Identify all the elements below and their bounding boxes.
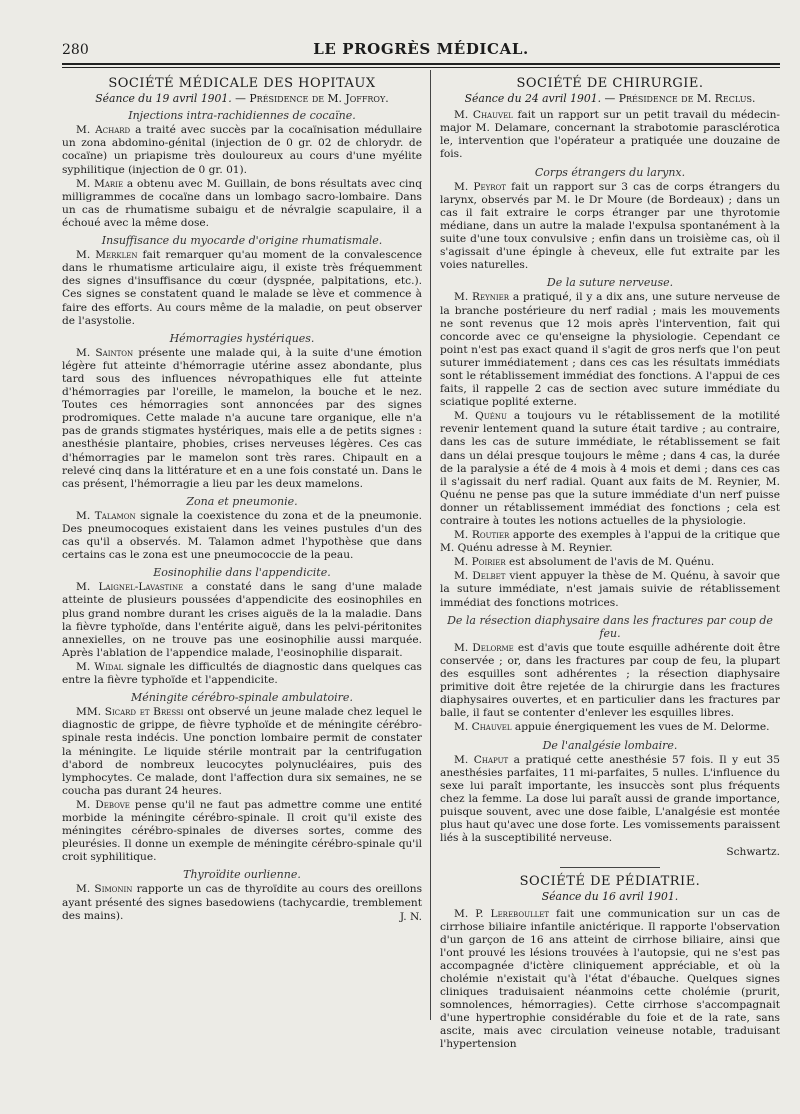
journal-title: LE PROGRÈS MÉDICAL.	[313, 40, 529, 58]
pediatrics-text	[440, 908, 780, 1052]
paragraph: M. Sainton présente une malade qui, à la suite d'une émotion légère fut atteinte d'hémorragie utérine assez abondante, plus tard sous des influences névropathiques elle fut atteinte d'hémorragies par l'oreille, le mamelon, la bouche et le nez. Toutes ces hémorragies sont annoncées par des signes prodromiques. Cette malade n'a aucune tare organique, elle n'a pas de grands stigmates hystériques, mais elle a de petits signes : anesthésie plantaire, phobies, crises nerveuses légères. Ces cas d'hémorragies par le mamelon sont très rares. Chipault en a relevé cinq dans la littérature et en a une fois constaté un. Dans le cas présent, l'hémorragie a lieu par les deux mamelons.	[62, 346, 422, 490]
paragraph: M. Peyrot fait un rapport sur 3 cas de corps étrangers du larynx, observés par M. le Dr Moure (de Bordeaux) ; dans un cas il fait extraire le corps étranger par une thyrotomie médiane, dans un autre la malade l'expulsa spontanément à la suite d'une toux convulsive ; enfin dans un troisième cas, où il s'agissait d'une épingle à cheveux, elle fut extraite par les voies naturelles.	[440, 180, 780, 272]
session-date: Séance du 19 avril 1901.	[95, 92, 232, 106]
speaker-name: M. Chaput	[454, 753, 509, 766]
speaker-name: M. Simonin	[76, 883, 133, 896]
session-date: Séance du 16 avril 1901.	[541, 890, 679, 904]
left-column	[62, 70, 422, 1110]
speaker-name: M. P. Lereboullet	[454, 907, 550, 920]
speaker-name: M. Sainton	[76, 346, 134, 359]
paragraph: M. Widal signale les difficultés de diagnostic dans quelques cas entre la fièvre typhoïde et l'appendicite.	[62, 660, 422, 687]
right-intro	[440, 109, 780, 161]
speaker-name: M. Debove	[76, 798, 130, 811]
speaker-name: M. Reynier	[454, 291, 510, 304]
column-divider	[430, 70, 431, 1020]
speaker-name: M. Marie	[76, 177, 124, 190]
section-heading: Hémorragies hystériques.	[169, 331, 315, 345]
session-line	[440, 92, 780, 105]
section-heading: Eosinophilie dans l'appendicite.	[153, 566, 331, 580]
signature: Schwartz.	[726, 846, 780, 859]
header-rule-thin	[62, 67, 780, 68]
section-heading: Thyroïdite ourlienne.	[183, 868, 301, 882]
right-column	[440, 70, 780, 1110]
paragraph: M. Merklen fait remarquer qu'au moment de la convalescence dans le rhumatisme articulaire aigu, il existe très fréquemment des signes d'insuffisance du cœur (dyspnée, palpitations, etc.). Ces signes se constatent quand le malade se lève et commence à faire des efforts. Au cours même de la maladie, on peut observer de l'asystolie.	[62, 249, 422, 327]
speaker-name: M. Achard	[76, 124, 131, 137]
speaker-name: M. Merklen	[76, 249, 138, 262]
speaker-name: M. Quénu	[454, 410, 507, 423]
paragraph: M. Delbet vient appuyer la thèse de M. Quénu, à savoir que la suture immédiate, n'est jamais suivie de rétablissement immédiat des fonctions motrices.	[440, 570, 780, 609]
paragraph: M. Chauvel fait un rapport sur un petit travail du médecin-major M. Delamare, concernant la strabotomie parasclérotica​le, intervention que l'opérateur a pratiquée une douzaine de fois.	[440, 109, 780, 161]
section-heading: De la résection diaphysaire dans les fractures par coup de feu.	[447, 613, 773, 640]
signature: J. N.	[399, 910, 422, 923]
section-heading: De l'analgésie lombaire.	[542, 738, 678, 752]
speaker-name: M. Routier	[454, 529, 510, 542]
paragraph: M. P. Lereboullet fait une communication sur un cas de cirrhose biliaire infantile anictérique. Il rapporte l'observation d'un garçon de 16 ans atteint de cirrhose biliaire, ainsi que l'ont prouvé les lésions trouvées à l'autopsie, qui ne s'est pas accompagnée d'ictère cliniquement appréciable, et où la cholémie n'existait qu'à l'état d'ébauche. Quelques signes cliniques traduisaient néanmoins cette cholémie (prurit, somnolences, hémorragies). Cette cirrhose s'accompagnait d'une hypertrophie considérable du foie et de la rate, sans ascite, mais avec circulation veineuse notable, traduisant l'hypertension	[440, 907, 780, 1051]
paragraph: M. Debove pense qu'il ne faut pas admettre comme une entité morbide la méningite cérébro-spinale. Il croit qu'il existe des méningites cérébro-spinales de diverses sortes, comme des pleurésies. Il donne un exemple de méningite cérébro-spinale qu'il croit syphilitique.	[62, 798, 422, 864]
paragraph: M. Routier apporte des exemples à l'appui de la critique que M. Quénu adresse à M. Reynier.	[440, 529, 780, 555]
section-heading: Injections intra-rachidiennes de cocaïne.	[128, 109, 356, 123]
section-heading: Méningite cérébro-spinale ambulatoire.	[131, 691, 353, 705]
paragraph: M. Reynier a pratiqué, il y a dix ans, une suture nerveuse de la branche postérieure du nerf radial ; mais les mouvements ne sont revenus que 12 mois après l'intervention, fait qui concorde avec ce qu'enseigne la physiologie. Cependant ce point n'est pas exact quand il s'agit de gros nerfs que l'on peut suturer immédiatement ; dans ces cas les résultats immédiats sont le rétablissement immédiat des fonctions. A l'appui de ces faits, il rappelle 2 cas de section avec suture immédiate du sciatique poplité externe.	[440, 291, 780, 409]
left-sections	[62, 109, 422, 923]
paragraph: M. Simonin rapporte un cas de thyroïdite au cours des oreillons ayant présenté des signes basedowiens (tachycardie, tremblement des mains).	[62, 883, 422, 922]
paragraph: M. Talamon signale la coexistence du zona et de la pneumonie. Des pneumocoques existaient dans les veines pustules d'un des cas qu'il a observés. M. Talamon admet l'hypothèse que dans certains cas le zona est une pneumococcie de la peau.	[62, 509, 422, 562]
society-title: SOCIÉTÉ MÉDICALE DES HOPITAUX	[108, 76, 376, 91]
speaker-name: M. Laignel-Lavastine	[76, 581, 184, 594]
speaker-name: M. Chauvel	[454, 109, 513, 122]
paragraph: M. Chauvel appuie énergiquement les vues de M. Delorme.	[454, 721, 770, 734]
paragraph: M. Marie a obtenu avec M. Guillain, de bons résultats avec cinq milligrammes de cocaïne dans un lombago sacro-lombaire. Dans un cas de rhumatisme subaigu et de névralgie scapulaire, il a échoué avec la même dose.	[62, 177, 422, 229]
paragraph: M. Poirier est absolument de l'avis de M. Quénu.	[454, 556, 715, 569]
paragraph: M. Delorme est d'avis que toute esquille adhérente doit être conservée ; or, dans les fractures par coup de feu, la plupart des esquilles sont adhérentes ; la résection diaphysaire primitive doit être rejetée de la chirurgie dans les fractures diaphysaires ouvertes, et en particulier dans les fractures par balle, il faut se contenter d'enlever les esquilles libres.	[440, 641, 780, 720]
session-date: Séance du 24 avril 1901.	[464, 92, 602, 106]
speaker-name: M. Peyrot	[454, 180, 506, 193]
right-sections	[440, 166, 780, 846]
session-presidency: — Présidence de M. Joffroy.	[235, 92, 389, 106]
speaker-name: MM. Sicard et Bressi	[76, 706, 184, 719]
section-separator	[560, 867, 660, 868]
session-presidency: — Présidence de M. Reclus.	[604, 92, 756, 106]
paragraph: MM. Sicard et Bressi ont observé un jeune malade chez lequel le diagnostic de grippe, de fièvre typhoïde et de méningite cérébro-spinale resta indécis. Une ponction lombaire permit de constater la méningite. Le liquide stérile montrait par la centrifugation d'abord de nombreux leucocytes polynucléaires, puis des lymphocytes. Ce malade, dont l'affection dura six semaines, ne se coucha pas durant 24 heures.	[62, 706, 422, 797]
session-line	[62, 92, 422, 105]
paragraph: M. Laignel-Lavastine a constaté dans le sang d'une malade atteinte de plusieurs poussées d'appendicite des eosinophiles en plus grand nombre durant les crises aiguës de la la maladie. Dans la fièvre typhoïde, dans l'entérite aiguë, dans les pelvi-péritonites annexielles, on ne trouve pas une eosinophilie aussi marquée. Après l'ablation de l'appendice malade, l'eosinophilie disparait.	[62, 581, 422, 659]
speaker-name: M. Delorme	[454, 641, 514, 654]
paragraph: M. Chaput a pratiqué cette anesthésie 57 fois. Il y eut 35 anesthésies parfaites, 11 mi-parfaites, 5 nulles. L'influence du sexe lui paraît importante, les insuccès sont plus fréquents chez la femme. La dose lui paraît aussi de grande importance, puisque souvent, avec une dose faible, L'analgésie est montée plus haut qu'avec une dose forte. Les vomissements paraissent liés à la susceptibilité nerveuse.	[440, 753, 780, 845]
speaker-name: M. Chauvel	[454, 721, 512, 734]
society-title: SOCIÉTÉ DE PÉDIATRIE.	[519, 874, 701, 890]
section-heading: De la suture nerveuse.	[546, 276, 674, 290]
speaker-name: M. Poirier	[454, 556, 506, 569]
header-rule	[62, 63, 780, 65]
speaker-name: M. Delbet	[454, 570, 506, 583]
section-heading: Insuffisance du myocarde d'origine rhumatismale.	[101, 234, 383, 248]
speaker-name: M. Widal	[76, 660, 124, 673]
paragraph: M. Achard a traité avec succès par la cocaïnisation médullaire un zona abdomino-génital (injection de 0 gr. 02 de chlorydr. de cocaïne) un priapisme très douloureux au cours d'une myélite syphilitique (injection de 0 gr. 01).	[62, 124, 422, 176]
paragraph: M. Quénu a toujours vu le rétablissement de la motilité revenir lentement quand la suture était tardive ; au contraire, dans les cas de suture immédiate, le rétablissement se fait dans un délai presque toujours le même ; dans 4 cas, la durée de la paralysie a été de 4 mois à 4 mois et demi ; dans ces cas il s'agissait du nerf radial. Quant aux faits de M. Reynier, M. Quénu ne pense pas que la suture immédiate d'un nerf puisse donner un rétablissement immédiat des fonctions ; cela est contraire à toutes les notions actuelles de la physiologie.	[440, 410, 780, 527]
section-heading: Corps étrangers du larynx.	[534, 165, 686, 179]
speaker-name: M. Talamon	[76, 509, 136, 522]
page-header	[62, 36, 780, 62]
society-title: SOCIÉTÉ DE CHIRURGIE.	[516, 76, 704, 91]
page-number: 280	[62, 42, 89, 58]
section-heading: Zona et pneumonie.	[186, 494, 298, 508]
